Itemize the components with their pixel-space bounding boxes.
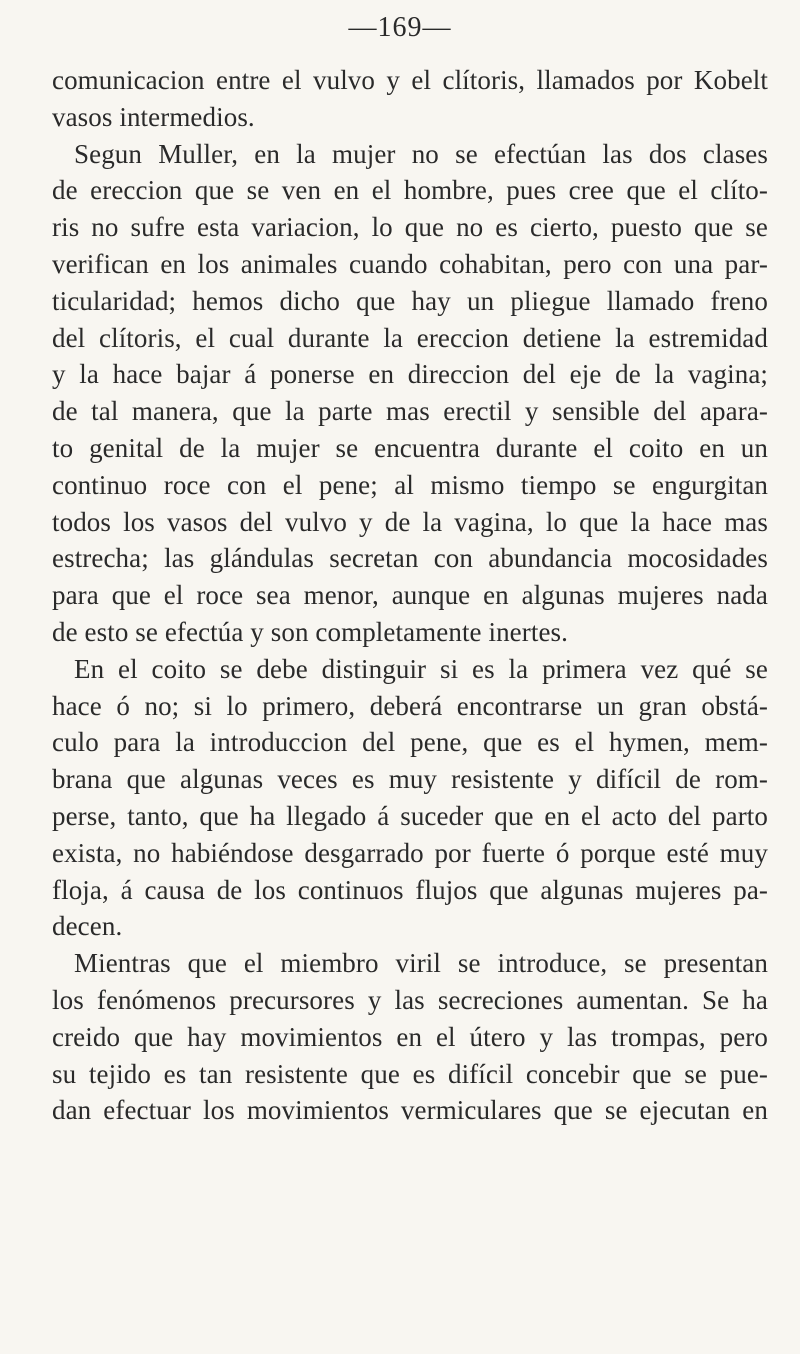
text-line: exista, no habiéndose desgarrado por fuerte ó porque esté muy (52, 837, 768, 868)
text-line: estrecha; las glándulas secretan con abundancia mocosidades (52, 543, 768, 574)
text-line: ticularidad; hemos dicho que hay un pliegue llamado freno (52, 285, 768, 316)
text-line: continuo roce con el pene; al mismo tiempo se engurgitan (52, 469, 768, 500)
text-line: todos los vasos del vulvo y de la vagina, lo que la hace mas (52, 506, 768, 537)
text-line: to genital de la mujer se encuentra durante el coito en un (52, 432, 768, 463)
text-line: del clítoris, el cual durante la ereccion detiene la estremidad (52, 322, 768, 353)
text-line: creido que hay movimientos en el útero y las trompas, pero (52, 1021, 768, 1052)
text-line: perse, tanto, que ha llegado á suceder que en el acto del parto (52, 800, 768, 831)
text-line: ris no sufre esta variacion, lo que no es cierto, puesto que se (52, 212, 768, 243)
body-text (52, 62, 768, 1129)
text-line: de ereccion que se ven en el hombre, pues cree que el clíto- (52, 175, 768, 206)
text-line: Mientras que el miembro viril se introduce, se presentan (74, 948, 768, 979)
text-line: floja, á causa de los continuos flujos que algunas mujeres pa- (52, 874, 768, 905)
text-line: su tejido es tan resistente que es difícil concebir que se pue- (52, 1058, 768, 1089)
text-line: Segun Muller, en la mujer no se efectúan las dos clases (74, 138, 768, 169)
text-line: dan efectuar los movimientos vermiculares que se ejecutan en (52, 1095, 768, 1126)
text-line: vasos intermedios. (52, 101, 255, 132)
text-line: brana que algunas veces es muy resistente y difícil de rom- (52, 764, 768, 795)
text-line: para que el roce sea menor, aunque en algunas mujeres nada (52, 580, 768, 611)
text-line: y la hace bajar á ponerse en direccion del eje de la vagina; (52, 359, 768, 390)
text-line: de tal manera, que la parte mas erectil y sensible del apara- (52, 396, 768, 427)
text-line: comunicacion entre el vulvo y el clítoris, llamados por Kobelt (52, 65, 768, 95)
page-number: —169— (348, 12, 452, 43)
text-line: culo para la introduccion del pene, que es el hymen, mem- (52, 727, 768, 758)
text-line: de esto se efectúa y son completamente inertes. (52, 616, 568, 647)
text-line: decen. (52, 911, 123, 942)
text-line: En el coito se debe distinguir si es la primera vez qué se (74, 653, 768, 684)
text-line: los fenómenos precursores y las secreciones aumentan. Se ha (52, 984, 768, 1015)
text-line: verifican en los animales cuando cohabitan, pero con una par- (52, 248, 768, 279)
text-line: hace ó no; si lo primero, deberá encontrarse un gran obstá- (52, 690, 768, 721)
